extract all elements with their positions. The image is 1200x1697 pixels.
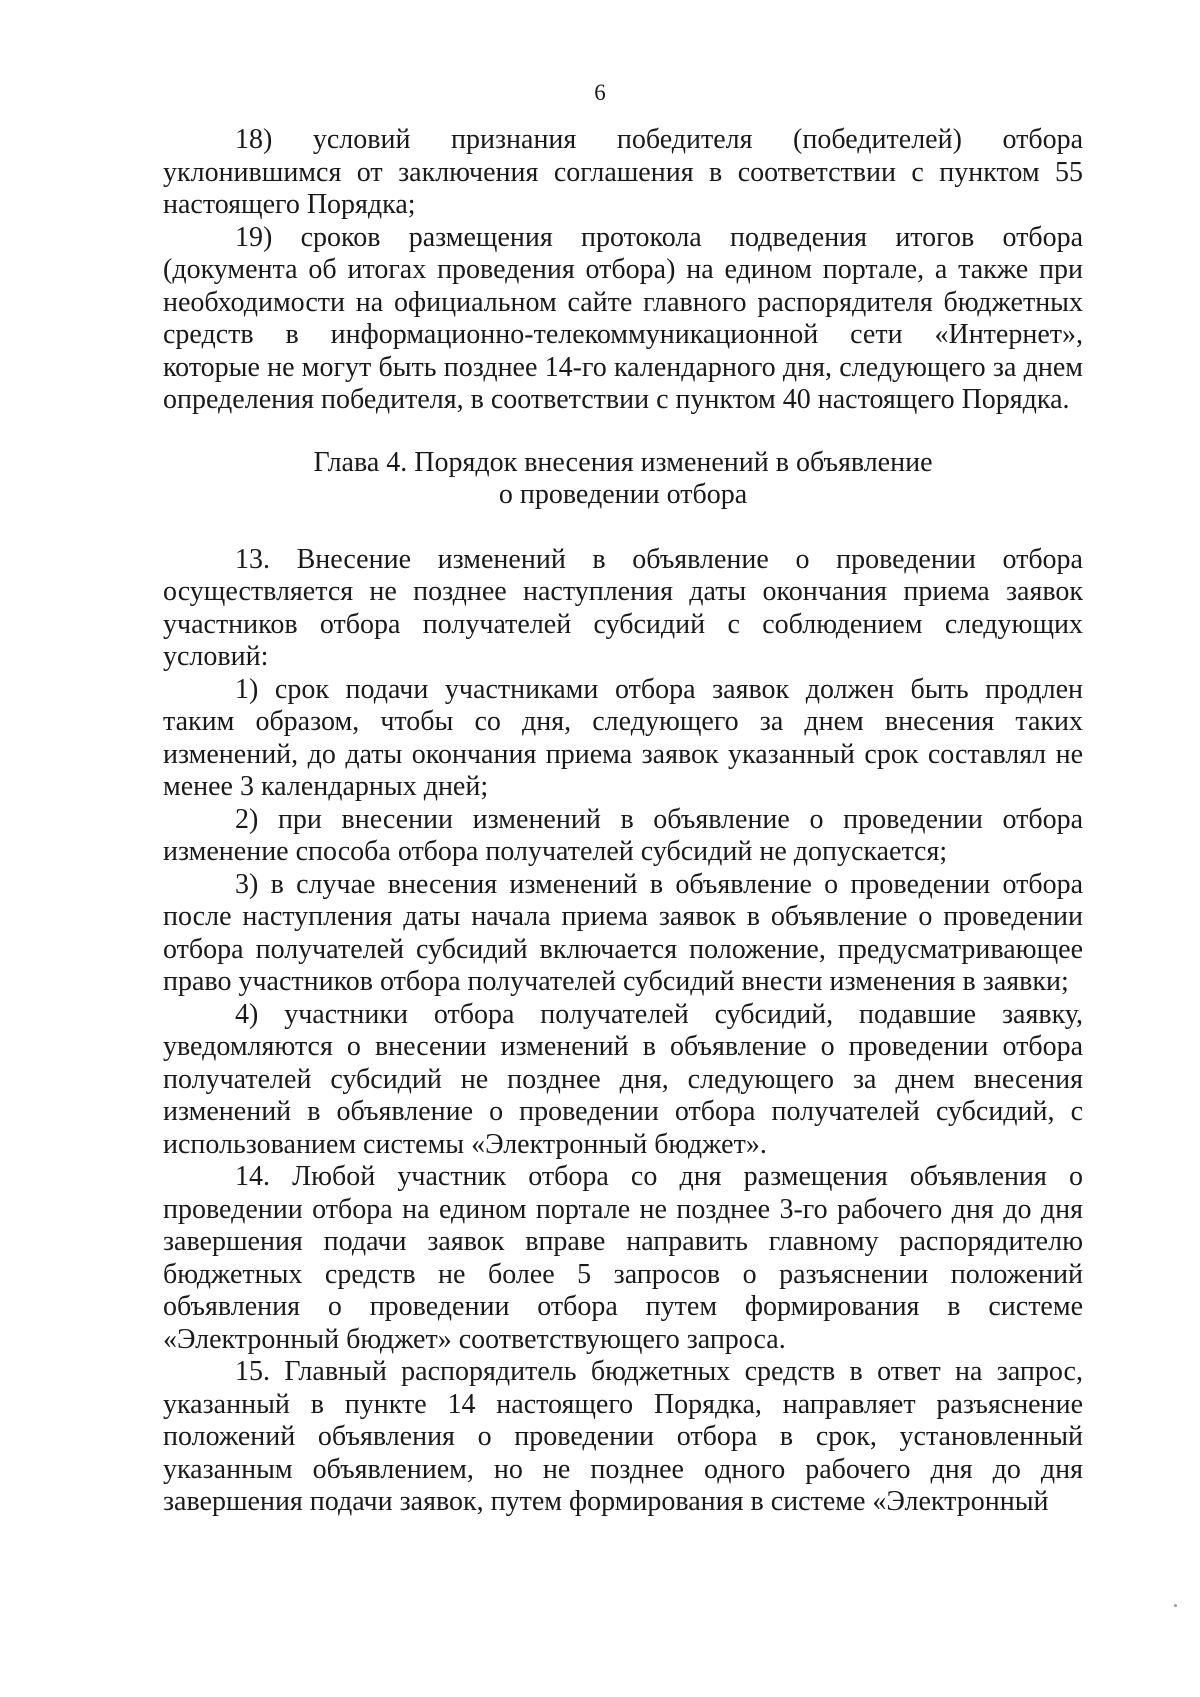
chapter-title-line-2: о проведении отбора: [498, 479, 748, 510]
paragraph-clause-14: 14. Любой участник отбора со дня размещения объявления о проведении отбора на едином портале не позднее 3-го рабочего дня до дня завершения подачи заявок вправе направить главному распорядителю бюджетных средств не более 5 запросов о разъяснении положений объявления о проведении отбора путем формирования в системе «Электронный бюджет» соответствующего запроса.: [163, 1161, 1083, 1355]
document-body: [163, 124, 1083, 1519]
paragraph-item-18: 18) условий признания победителя (победителей) отбора уклонившимся от заключения соглашения в соответствии с пунктом 55 настоящего Порядка;: [163, 124, 1083, 220]
paragraph-subitem-1: 1) срок подачи участниками отбора заявок должен быть продлен таким образом, чтобы со дня, следующего за днем внесения таких изменений, до даты окончания приема заявок указанный срок составлял не менее 3 календарных дней;: [163, 673, 1083, 802]
chapter-heading: [163, 447, 1083, 512]
chapter-title-line-1: Глава 4. Порядок внесения изменений в объявление: [313, 446, 933, 478]
paragraph-clause-13: 13. Внесение изменений в объявление о проведении отбора осуществляется не позднее наступления даты окончания приема заявок участников отбора получателей субсидий с соблюдением следующих условий:: [163, 543, 1083, 672]
paragraph-item-19: 19) сроков размещения протокола подведения итогов отбора (документа об итогах проведения отбора) на едином портале, а также при необходимости на официальном сайте главного распорядителя бюджетных средств в информационно-телекоммуникационной сети «Интернет», которые не могут быть позднее 14-го календарного дня, следующего за днем определения победителя, в соответствии с пунктом 40 настоящего Порядка.: [163, 221, 1083, 415]
paragraph-clause-15: 15. Главный распорядитель бюджетных средств в ответ на запрос, указанный в пункте 14 настоящего Порядка, направляет разъяснение положений объявления о проведении отбора в срок, установленный указанным объявлением, но не позднее одного рабочего дня до дня завершения подачи заявок, путем формирования в системе «Электронный: [163, 1356, 1083, 1517]
page-number: 6: [594, 80, 606, 105]
paragraph-subitem-4: 4) участники отбора получателей субсидий, подавшие заявку, уведомляются о внесении изменений в объявление о проведении отбора получателей субсидий не позднее дня, следующего за днем внесения изменений в объявление о проведении отбора получателей субсидий, с использованием системы «Электронный бюджет».: [163, 998, 1083, 1160]
paragraph-subitem-3: 3) в случае внесения изменений в объявление о проведении отбора после наступления даты начала приема заявок в объявление о проведении отбора получателей субсидий включается положение, предусматривающее право участников отбора получателей субсидий внести изменения в заявки;: [163, 868, 1083, 997]
scan-speck: [1174, 1604, 1177, 1607]
paragraph-subitem-2: 2) при внесении изменений в объявление о проведении отбора изменение способа отбора получателей субсидий не допускается;: [163, 803, 1083, 867]
